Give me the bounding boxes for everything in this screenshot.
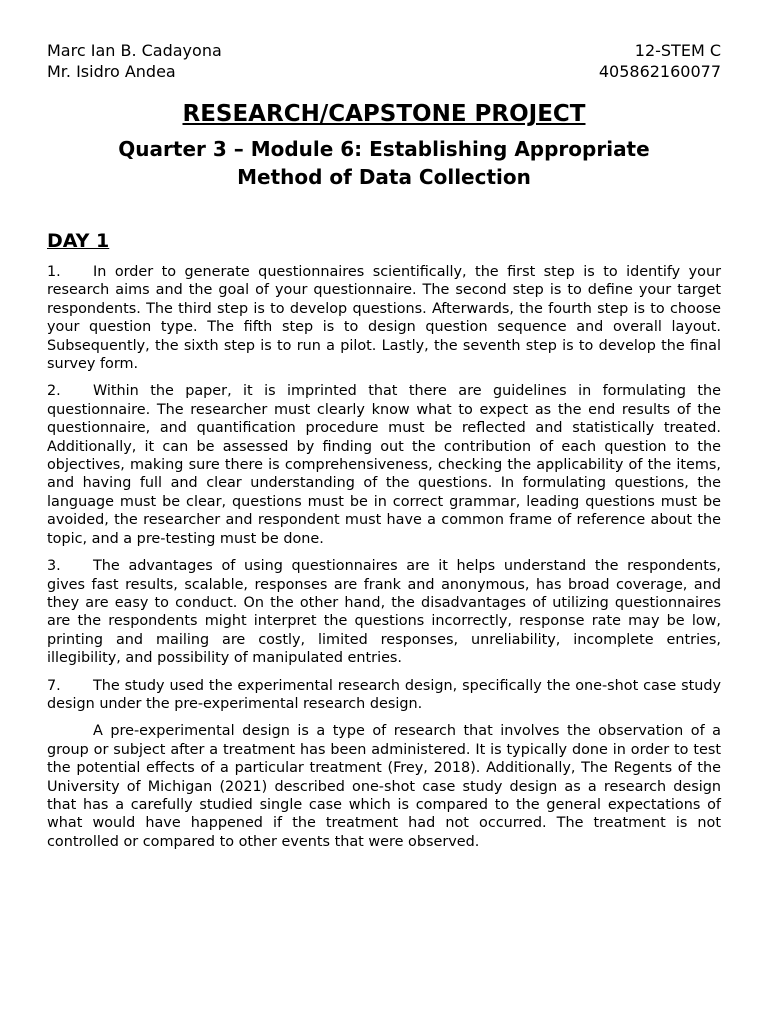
- paragraph-text: Within the paper, it is imprinted that there are guidelines in formulating the questionnaire. The researcher must clearly know what to expect as the end results of the questionnaire, and quantification procedure must be reflected and statistically treated. Additionally, it can be assessed by finding out the contribution of each question to the objectives, making sure there is comprehensiveness, checking the applicability of the items, and having full and clear understanding of the questions. In formulating questions, the language must be clear, questions must be in correct grammar, leading questions must be avoided, the researcher and respondent must have a common frame of reference about the topic, and a pre-testing must be done.: [47, 383, 721, 547]
- paragraph-text: The advantages of using questionnaires are it helps understand the respondents, gives fast results, scalable, responses are frank and anonymous, has broad coverage, and they are easy to conduct. On the other hand, the disadvantages of utilizing questionnaires are the respondents might interpret the questions incorrectly, response rate may be low, printing and mailing are costly, limited responses, unreliability, incomplete entries, illegibility, and possibility of manipulated entries.: [47, 558, 721, 667]
- document-subtitle: [47, 135, 721, 191]
- subtitle-line-1: Quarter 3 – Module 6: Establishing Appropriate: [118, 137, 650, 161]
- paragraph-number: 3.: [47, 558, 61, 575]
- teacher-name: Mr. Isidro Andea: [47, 62, 176, 81]
- section-label: 12-STEM C: [634, 41, 721, 60]
- paragraph-number: 2.: [47, 383, 61, 400]
- numbered-paragraph: [47, 263, 721, 373]
- paragraph-number: 7.: [47, 677, 61, 694]
- numbered-paragraph: [47, 557, 721, 667]
- document-page: [47, 40, 721, 851]
- paragraph-number: 1.: [47, 264, 61, 280]
- header-row-2: [47, 61, 721, 82]
- numbered-paragraph: [47, 677, 721, 714]
- closing-paragraph: A pre-experimental design is a type of research that involves the observation of a group or subject after a treatment has been administered. It is typically done in order to test the potential effects of a particular treatment (Frey, 2018). Additionally, The Regents of the University of Michigan (2021) described one-shot case study design as a research design that has a carefully studied single case which is compared to the general expectations of what would have happened if the treatment had not occurred. The treatment is not controlled or compared to other events that were observed.: [47, 723, 721, 850]
- paragraph-text: The study used the experimental research design, specifically the one-shot case study design under the pre-experimental research design.: [47, 677, 721, 712]
- numbered-paragraph: [47, 382, 721, 548]
- document-title: RESEARCH/CAPSTONE PROJECT: [182, 101, 586, 127]
- student-name: Marc Ian B. Cadayona: [47, 41, 222, 60]
- paragraph-text: In order to generate questionnaires scientifically, the first step is to identify your research aims and the goal of your questionnaire. The second step is to define your target respondents. The third step is to develop questions. Afterwards, the fourth step is to choose your question type. The fifth step is to design question sequence and overall layout. Subsequently, the sixth step is to run a pilot. Lastly, the seventh step is to develop the final survey form.: [47, 264, 721, 373]
- day-heading: DAY 1: [47, 230, 110, 252]
- lrn-number: 405862160077: [598, 62, 721, 81]
- subtitle-line-2: Method of Data Collection: [237, 165, 531, 189]
- header-row-1: [47, 40, 721, 61]
